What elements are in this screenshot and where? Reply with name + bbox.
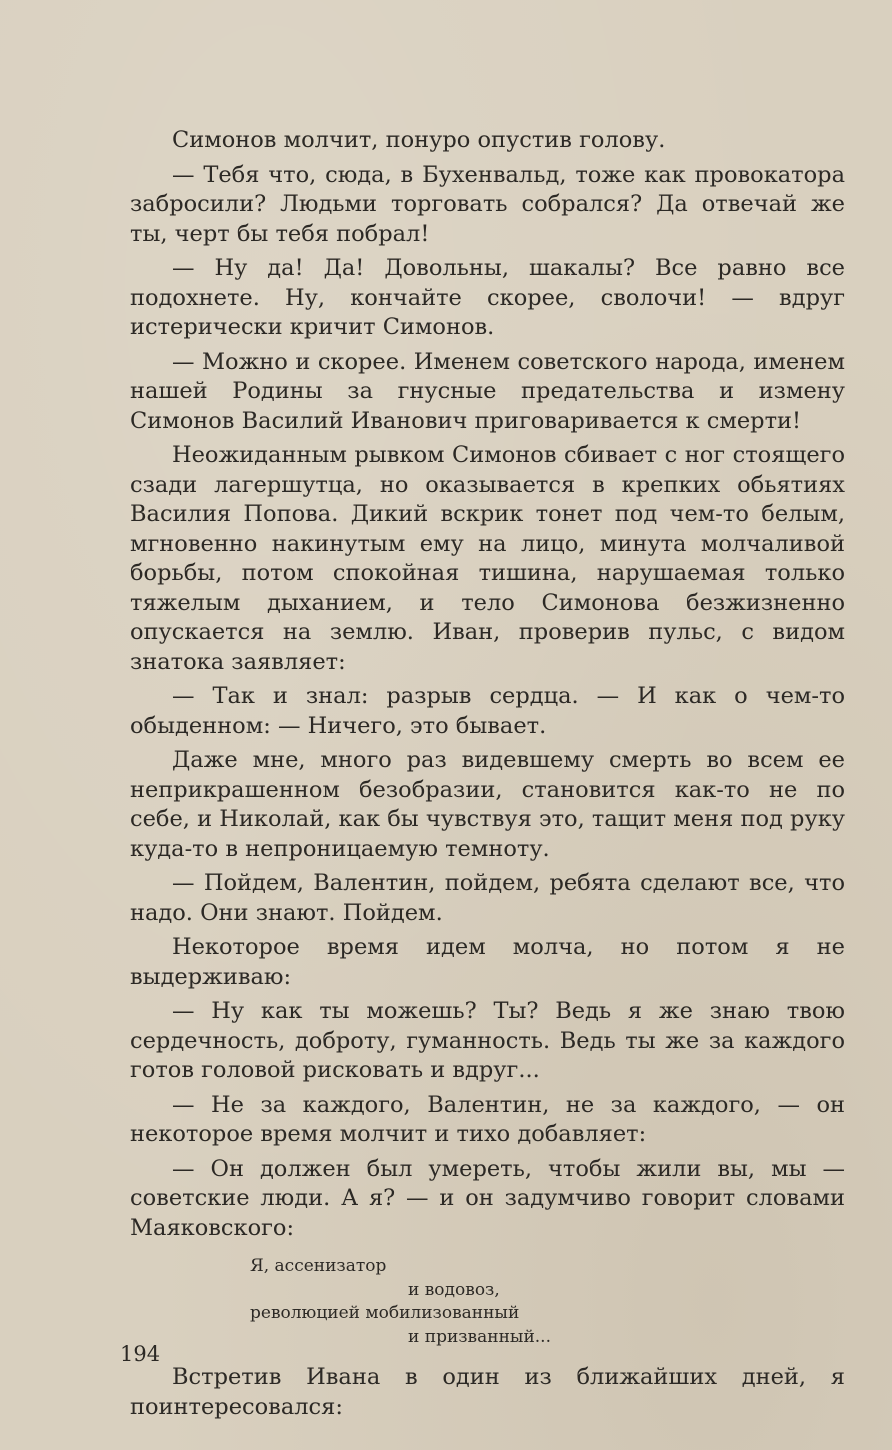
paragraph: — Можно и скорее. Именем советского народа, именем нашей Родины за гнусные предательства и измену Симонов Василий Иванович приговаривается к смерти! xyxy=(130,348,845,434)
paragraph: — Пойдем, Валентин, пойдем, ребята сделают все, что надо. Они знают. Пойдем. xyxy=(130,870,845,926)
poem-line: и водовоз, xyxy=(408,1279,500,1300)
page-number: 194 xyxy=(120,1342,161,1366)
paragraph: Даже мне, много раз видевшему смерть во всем ее неприкрашенном безобразии, становится как-то не по себе, и Николай, как бы чувствуя это, тащит меня под руку куда-то в непроницаемую темноту. xyxy=(130,747,845,862)
paragraph: — Тебя что, сюда, в Бухенвальд, тоже как провокатора забросили? Людьми торговать собрался? Да отвечай же ты, черт бы тебя побрал! xyxy=(130,161,845,247)
paragraph: Неожиданным рывком Симонов сбивает с ног стоящего сзади лагершутца, но оказывается в крепких обьятиях Василия Попова. Дикий вскрик тонет под чем-то белым, мгновенно накинутым ему на лицо, минута молчаливой борьбы, потом спокойная тишина, нарушаемая только тяжелым дыханием, и тело Симонова безжизненно опускается на землю. Иван, проверив пульс, с видом знатока заявляет: xyxy=(130,442,845,675)
poem-line: и призванный... xyxy=(408,1326,551,1347)
paragraph: Симонов молчит, понуро опустив голову. xyxy=(172,127,666,153)
paragraph: — Он должен был умереть, чтобы жили вы, мы — советские люди. А я? — и он задумчиво говорит словами Маяковского: xyxy=(130,1155,845,1241)
paragraph: — Не за каждого, Валентин, не за каждого, — он некоторое время молчит и тихо добавляет: xyxy=(130,1091,845,1147)
page-body xyxy=(130,126,845,1427)
poem-line: Я, ассенизатор xyxy=(250,1256,387,1276)
paragraph: — Так и знал: разрыв сердца. — И как о чем-то обыденном: — Ничего, это бывает. xyxy=(130,683,845,739)
paragraph: — Ну да! Да! Довольны, шакалы? Все равно все подохнете. Ну, кончайте скорее, сволочи! — вдруг истерически кричит Симонов. xyxy=(130,255,845,340)
paragraph: Некоторое время идем молча, но потом я не выдерживаю: xyxy=(130,934,845,990)
paragraph: — Ну как ты можешь? Ты? Ведь я же знаю твою сердечность, доброту, гуманность. Ведь ты же за каждого готов головой рисковать и вдруг... xyxy=(130,998,845,1083)
paragraph: Встретив Ивана в один из ближайших дней, я поинтересовался: xyxy=(130,1364,845,1420)
poem-quote xyxy=(250,1255,845,1349)
poem-line: революцией мобилизованный xyxy=(250,1303,520,1323)
